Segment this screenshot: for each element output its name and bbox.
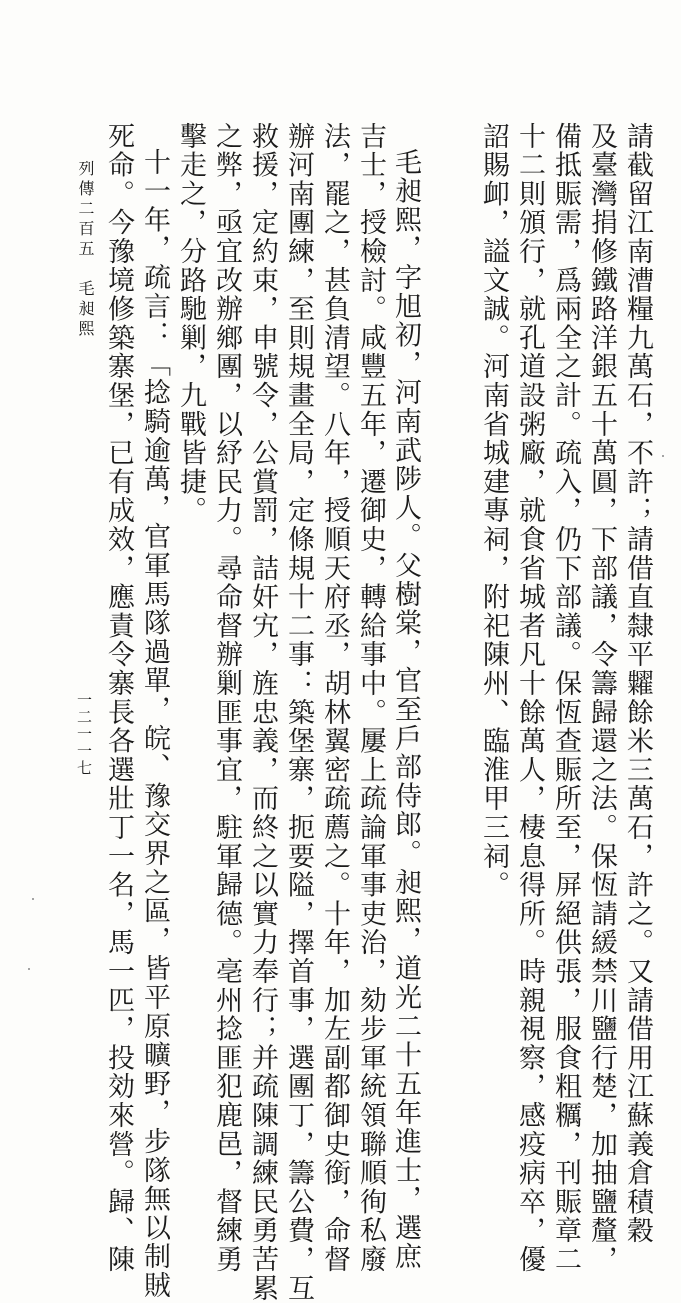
- text-column: 死命。今豫境修築寨堡，已有成效，應責令寨長各選壯丁一名，馬一匹，投効來營。歸、陳: [103, 122, 134, 1274]
- text-column: 毛昶熙，字旭初，河南武陟人。父樹棠，官至戶部侍郎。昶熙，道光二十五年進士，選庶: [390, 148, 421, 1272]
- text-column: 詔賜卹，謚文誠。河南省城建專祠，附祀陳州、臨淮甲三祠。: [478, 122, 509, 900]
- text-column: 救援，定約束，申號令，公賞罰，詰奸宄，旌忠義，而終之以實力奉行；并疏陳調練民勇苦累: [247, 122, 278, 1303]
- text-column: 請截留江南漕糧九萬石，不許；請借直隸平糶餘米三萬石，許之。又請借用江蘇義倉積穀: [622, 122, 653, 1246]
- running-header: 列傳二百五 毛昶熙: [76, 160, 95, 340]
- text-column: 擊走之，分路馳剿，九戰皆捷。: [175, 122, 206, 526]
- text-column: 十二則頒行，就孔道設粥廠，就食省城者凡十餘萬人，棲息得所。時親視察，感疫病卒，優: [514, 122, 545, 1274]
- text-column: 十一年，疏言：「捻騎逾萬，官軍馬隊過單，皖、豫交界之區，皆平原曠野，步隊無以制賊: [139, 148, 170, 1300]
- text-column: 及臺灣捐修鐵路洋銀五十萬圓，下部議，令籌歸還之法。保恆請緩禁川鹽行楚，加抽鹽釐，: [586, 122, 617, 1274]
- text-column: 法，罷之，甚負清望。八年，授順天府丞，胡林翼密疏薦之。十年，加左副都御史銜，命督: [319, 122, 350, 1274]
- scan-speck: [662, 455, 664, 457]
- text-column: 辦河南團練，至則規畫全局，定條規十二事：築堡寨，扼要隘，擇首事，選團丁，籌公費，互: [283, 122, 314, 1303]
- scan-speck: [32, 898, 34, 900]
- page-number: 一二一一七: [75, 692, 93, 777]
- text-column: 備抵賑需，爲兩全之計。疏入，仍下部議。保恆查賑所至，屏絕供張，服食粗糲，刊賑章二: [550, 122, 581, 1274]
- scan-speck: [28, 968, 30, 970]
- text-column: 之弊，亟宜改辦鄉團，以紓民力。尋命督辦剿匪事宜，駐軍歸德。亳州捻匪犯鹿邑，督練勇: [211, 122, 242, 1274]
- text-column: 吉士，授檢討。咸豐五年，遷御史，轉給事中。屢上疏論軍事吏治，劾步軍統領聯順徇私廢: [355, 122, 386, 1274]
